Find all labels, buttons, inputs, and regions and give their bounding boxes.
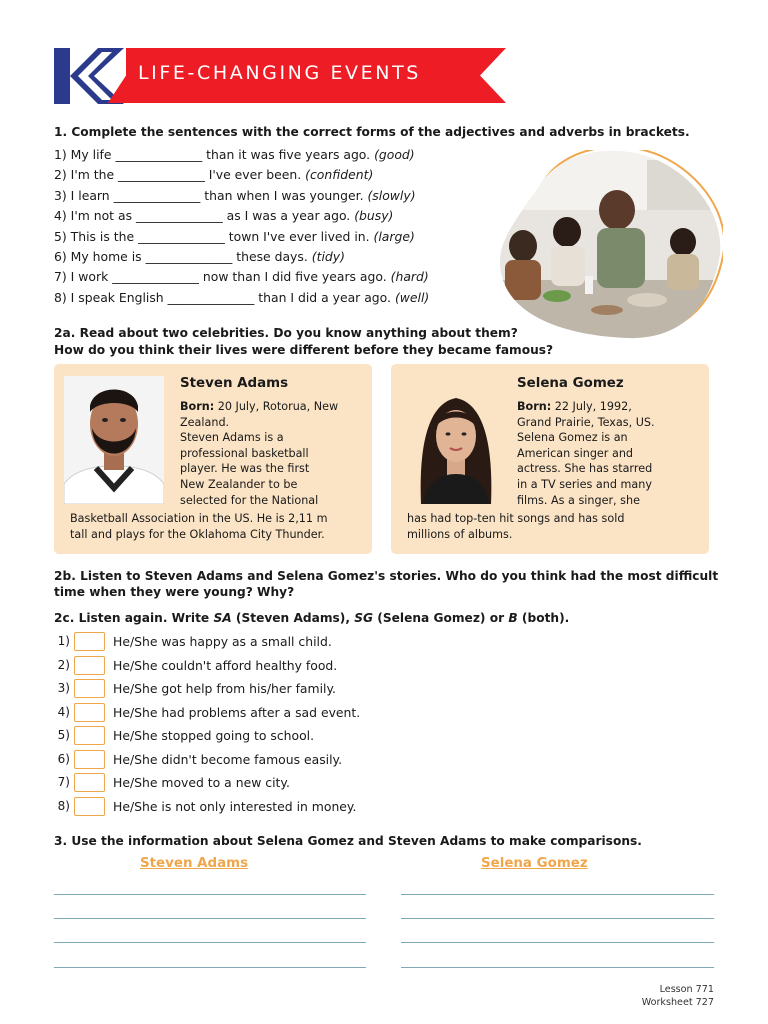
writing-line-right-1[interactable] [401,894,714,895]
bio-line: Steven Adams is a [180,431,284,445]
bio-line: Basketball Association in the US. He is 2,11 m [70,512,328,525]
sentence-end: than I did a year ago. [258,289,391,305]
bio-line: has had top-ten hit songs and has sold [407,512,625,525]
statement-number: 2) [57,657,70,672]
statement-text: He/She didn't become famous easily. [113,751,343,767]
bio-line: actress. She has starred [517,462,653,476]
sentence-start: I work [70,269,109,285]
answer-box[interactable] [74,656,105,675]
sentence-end: now than I did five years ago. [202,269,387,285]
sentence-hint: (hard) [390,269,429,285]
ex2c-part: (Selena Gomez) or [373,611,509,625]
statement-text: He/She stopped going to school. [113,728,315,743]
answer-blank[interactable]: ______________ [118,167,205,183]
sentence-start: I'm the [70,167,115,183]
statement-row-4 [54,703,474,723]
sentence-start: I'm not as [70,208,133,224]
steven-adams-card [54,364,372,554]
selena-gomez-card [391,364,709,554]
sentence-end: I've ever been. [208,167,302,183]
ex2a-line2: How do you think their lives were different before they became famous? [54,343,554,357]
answer-box[interactable] [74,773,105,792]
bio-line: Zealand. [180,415,230,429]
writing-line-left-2[interactable] [54,918,366,919]
answer-blank[interactable]: ______________ [135,208,223,224]
ex2c-code-b: B [508,611,518,625]
sentence-hint: (tidy) [311,249,345,264]
writing-line-right-3[interactable] [401,942,714,943]
sentence-hint: (confident) [305,167,374,183]
answer-box[interactable] [74,632,105,651]
bio-line: player. He was the first [180,462,310,476]
sentence-hint: (large) [373,228,415,244]
worksheet-number: Worksheet 727 [641,997,714,1008]
steven-born [180,399,338,415]
writing-line-left-4[interactable] [54,967,366,968]
ex2c-code-sa: SA [213,611,232,625]
statement-text: He/She got help from his/her family. [113,681,336,696]
bio-line: professional basketball [180,446,309,460]
born-label: Born: [180,400,215,413]
sentence-start: I speak English [70,289,164,305]
steven-adams-name: Steven Adams [180,376,289,391]
ex2c-code-sg: SG [354,611,374,625]
statement-number: 3) [57,681,70,695]
sentence-end: these days. [236,249,308,264]
statement-row-7 [54,773,474,793]
column-heading-steven-adams: Steven Adams [140,856,249,871]
sentence-number: 3) [54,187,67,203]
born-value: 22 July, 1992, [554,400,632,413]
answer-blank[interactable]: ______________ [145,249,233,264]
sentence-start: My life [70,147,112,162]
bio-line: American singer and [517,446,634,460]
sentence-1 [54,147,415,167]
statement-number: 7) [57,775,70,789]
sentence-number: 2) [54,167,67,183]
sentence-number: 5) [54,228,67,244]
answer-blank[interactable]: ______________ [167,289,255,305]
sentence-end: than when I was younger. [204,187,364,203]
answer-box[interactable] [74,750,105,769]
sentence-hint: (good) [374,147,415,162]
column-heading-selena-gomez: Selena Gomez [481,856,588,871]
statement-text: He/She moved to a new city. [113,775,290,790]
statement-row-1 [54,632,474,652]
sentence-number: 8) [54,289,67,305]
ex1-instruction: 1. Complete the sentences with the correct forms of the adjectives and adverbs in brackets. [54,125,690,139]
sentence-2 [54,167,373,187]
writing-line-left-1[interactable] [54,894,366,895]
ex2c-part: (Steven Adams), [231,611,355,625]
born-label: Born: [517,400,552,413]
answer-box[interactable] [74,726,105,745]
sentence-end: as I was a year ago. [226,208,351,224]
bio-line: millions of albums. [407,527,513,541]
ex2a-line1: 2a. Read about two celebrities. Do you know anything about them? [54,326,518,340]
statement-number: 4) [57,704,70,719]
ex2c-instruction [54,610,569,626]
statement-row-5 [54,726,474,746]
writing-line-left-3[interactable] [54,942,366,943]
sentence-3 [54,188,416,208]
steven-adams-photo [64,376,164,504]
ex2c-part: 2c. Listen again. Write [54,611,214,625]
statement-text: He/She was happy as a small child. [113,634,332,649]
ex3-instruction: 3. Use the information about Selena Gomez and Steven Adams to make comparisons. [54,834,642,848]
born-value: 20 July, Rotorua, New [217,400,339,413]
sentence-hint: (busy) [354,208,394,224]
statement-text: He/She had problems after a sad event. [113,704,361,720]
bio-line: New Zealander to be [180,478,298,491]
answer-blank[interactable]: ______________ [112,269,199,285]
sentence-start: This is the [70,228,135,244]
statement-row-2 [54,656,474,676]
sentence-6 [54,249,345,269]
statement-row-6 [54,750,474,770]
worksheet-title: LIFE-CHANGING EVENTS [138,62,421,84]
sentence-number: 6) [54,249,67,264]
selena-gomez-name: Selena Gomez [517,376,624,391]
sentence-hint: (slowly) [367,187,416,203]
bio-line: tall and plays for the Oklahoma City Thunder. [70,527,325,541]
ex2b-line2: time when they were young? Why? [54,585,295,599]
writing-line-right-4[interactable] [401,967,714,968]
statement-row-3 [54,679,474,699]
statement-row-8 [54,797,474,817]
bio-line: in a TV series and many [517,478,652,491]
sentence-hint: (well) [394,289,430,305]
sentence-number: 1) [54,147,67,162]
bio-line: Grand Prairie, Texas, US. [517,415,655,429]
answer-blank[interactable]: ______________ [113,187,201,203]
statement-text: He/She couldn't afford healthy food. [113,657,338,673]
sentence-number: 7) [54,269,67,285]
sentence-4 [54,208,393,228]
answer-box[interactable] [74,703,105,722]
selena-gomez-photo [409,384,503,504]
statement-text: He/She is not only interested in money. [113,798,357,814]
ex2b-line1: 2b. Listen to Steven Adams and Selena Gomez's stories. Who do you think had the most difficult [54,569,719,583]
sentence-8 [54,290,429,310]
sentence-number: 4) [54,208,67,224]
sentence-end: than it was five years ago. [206,147,371,162]
answer-box[interactable] [74,679,105,698]
statement-number: 5) [57,728,70,742]
bio-line: selected for the National [180,493,319,507]
answer-blank[interactable]: ______________ [138,228,225,244]
answer-box[interactable] [74,797,105,816]
statement-number: 6) [57,751,70,766]
sentence-end: town I've ever lived in. [228,228,370,244]
sentence-5 [54,229,415,249]
ex2c-part: (both). [517,611,570,625]
sentence-7 [54,269,429,289]
answer-blank[interactable]: ______________ [115,147,203,162]
writing-line-right-2[interactable] [401,918,714,919]
lesson-number: Lesson 771 [659,984,714,995]
selena-born [517,399,632,415]
bio-line: Selena Gomez is an [517,431,628,445]
statement-number: 1) [57,634,70,648]
family-cooking-photo [497,150,723,340]
statement-number: 8) [57,798,70,813]
sentence-start: My home is [70,249,142,264]
sentence-start: I learn [70,187,110,203]
bio-line: films. As a singer, she [517,493,640,507]
